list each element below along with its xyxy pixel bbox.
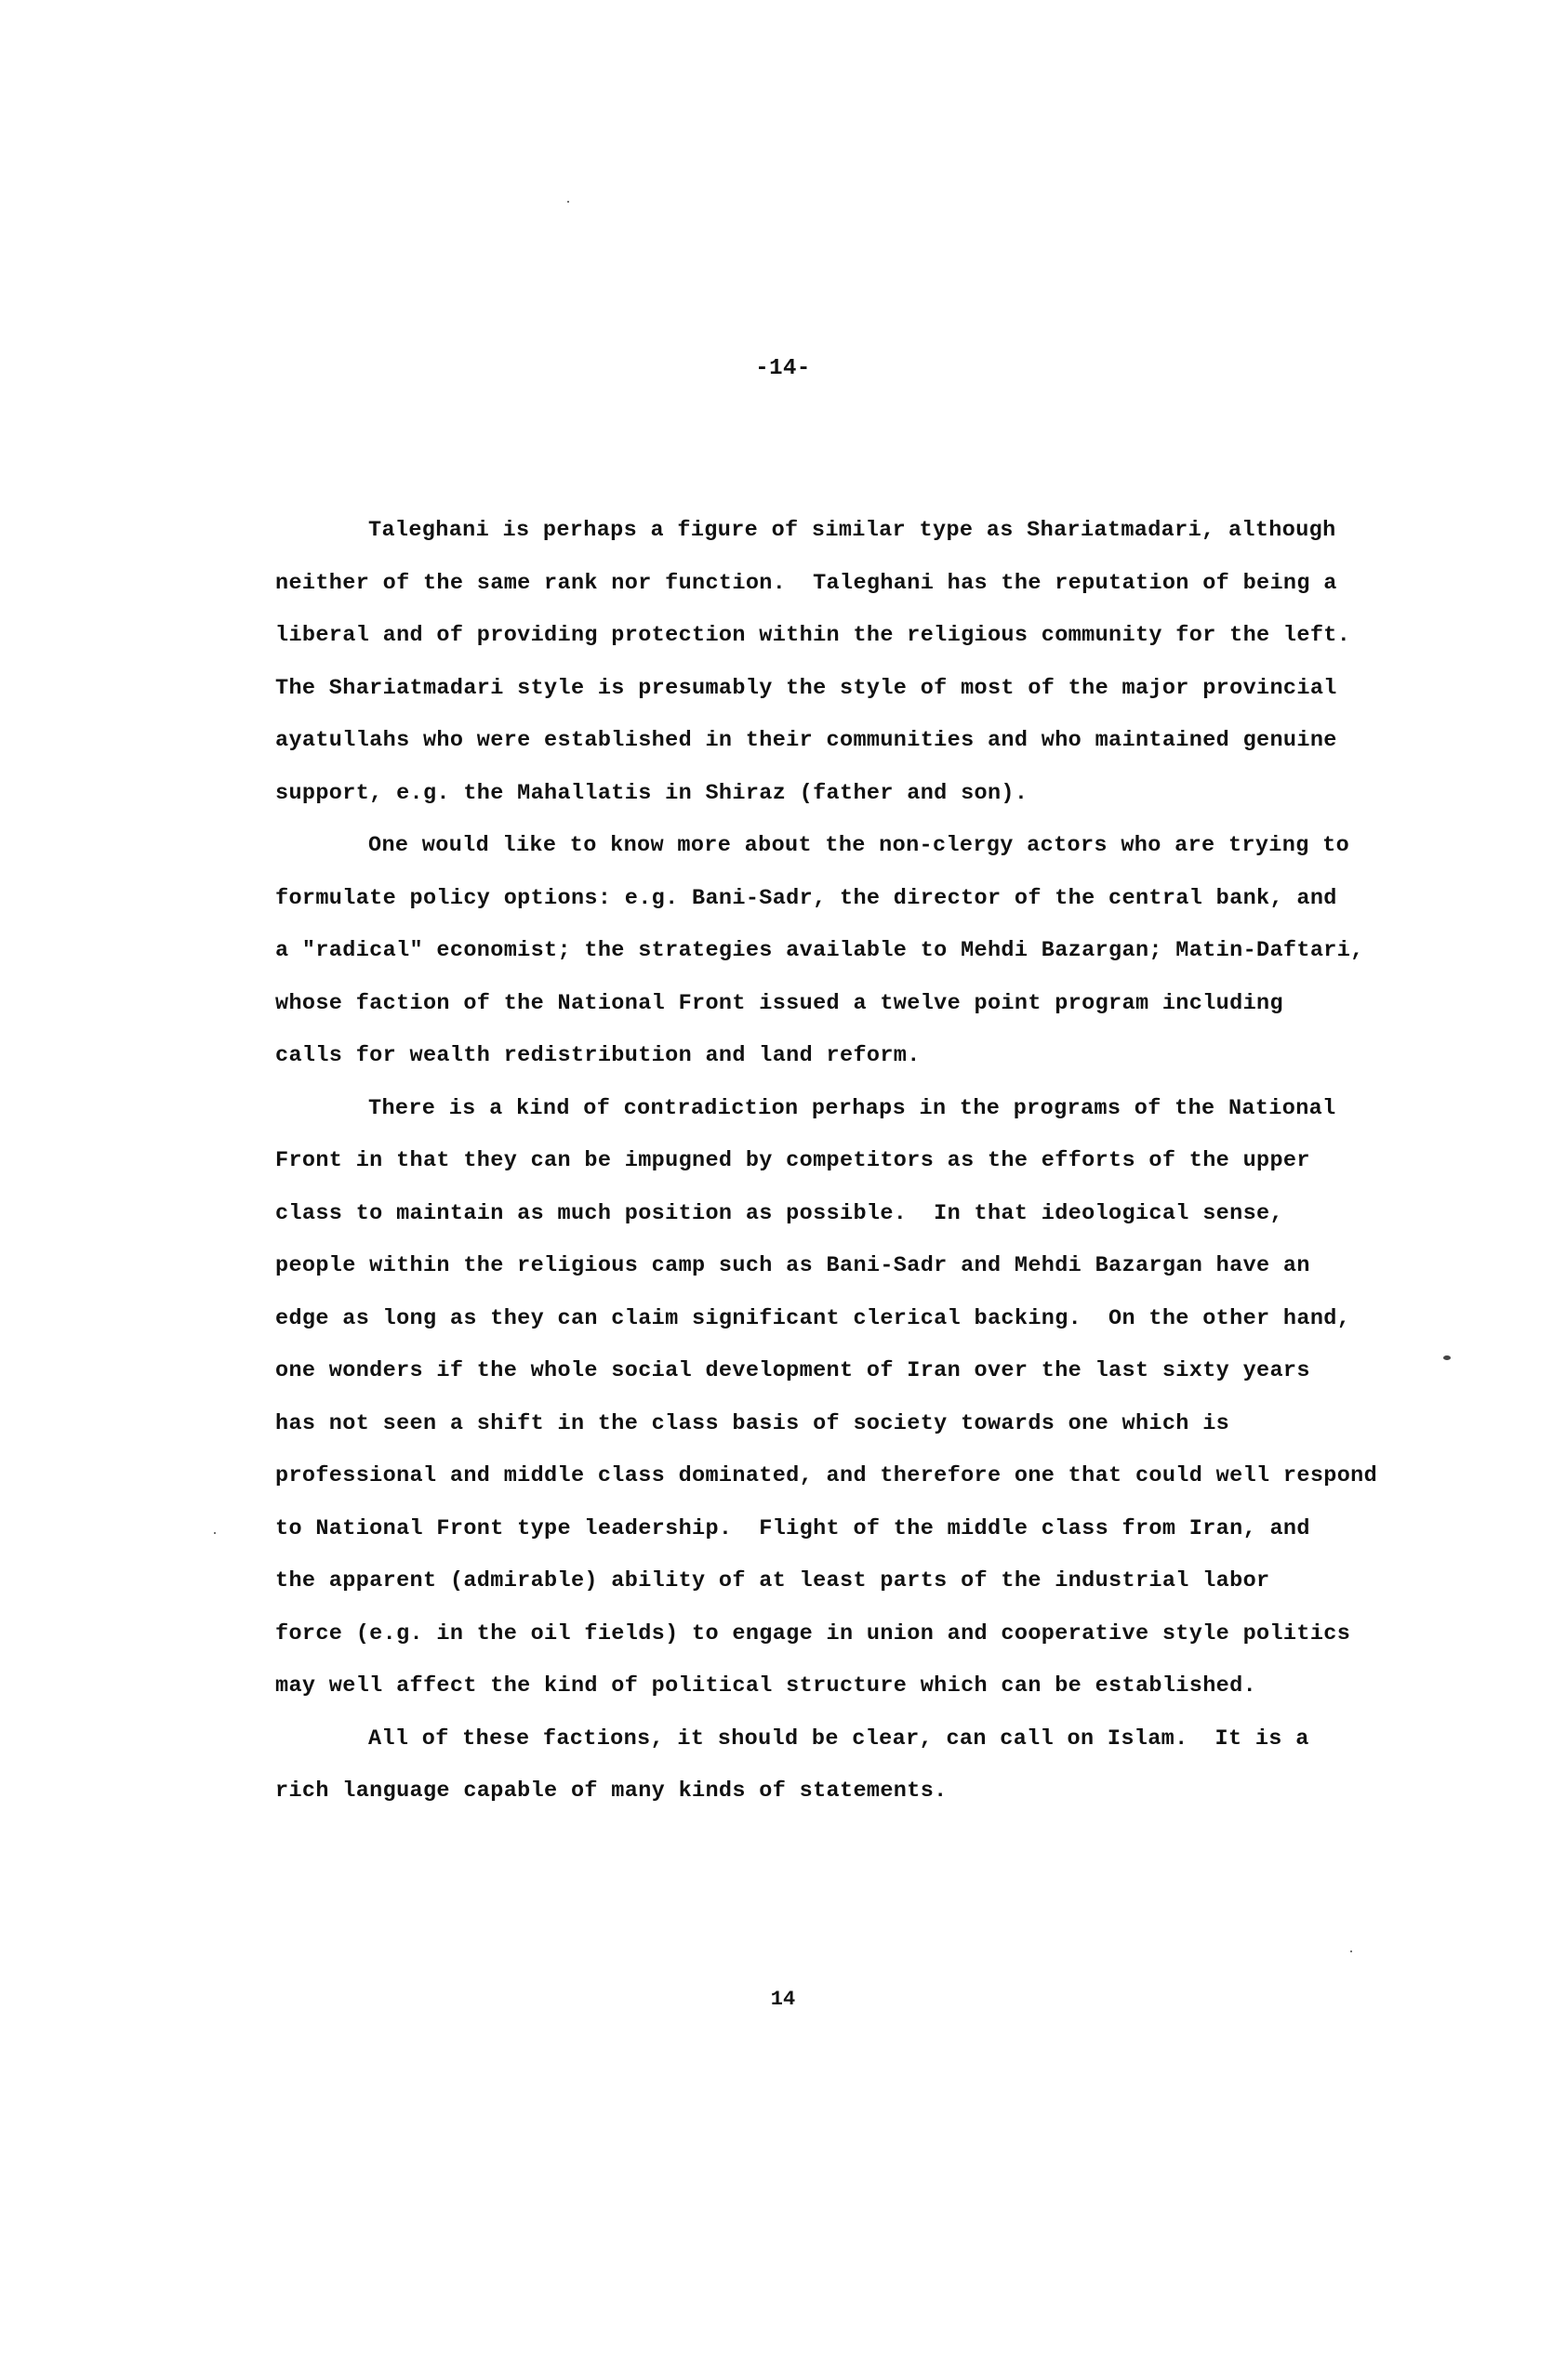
text-line: one wonders if the whole social development of Iran over the last sixty years — [275, 1358, 1310, 1383]
text-line: Front in that they can be impugned by competitors as the efforts of the upper — [275, 1148, 1310, 1173]
page-header-number: -14- — [755, 356, 811, 381]
text-line: One would like to know more about the non-clergy actors who are trying to — [368, 833, 1350, 858]
text-line: people within the religious camp such as Bani-Sadr and Mehdi Bazargan have an — [275, 1253, 1310, 1278]
text-line: has not seen a shift in the class basis of society towards one which is — [275, 1410, 1230, 1436]
scan-speck — [1443, 1355, 1451, 1360]
text-line: Taleghani is perhaps a figure of similar type as Shariatmadari, although — [368, 518, 1336, 543]
text-line: professional and middle class dominated, and therefore one that could well respond — [275, 1463, 1378, 1488]
text-line: the apparent (admirable) ability of at least parts of the industrial labor — [275, 1568, 1270, 1593]
text-line: edge as long as they can claim significant clerical backing. On the other hand, — [275, 1305, 1351, 1331]
text-line: calls for wealth redistribution and land reform. — [275, 1043, 921, 1068]
text-line: liberal and of providing protection within the religious community for the left. — [275, 623, 1351, 648]
scan-speck — [214, 1532, 216, 1534]
text-line: The Shariatmadari style is presumably the style of most of the major provincial — [275, 675, 1337, 701]
text-line: force (e.g. in the oil fields) to engage in union and cooperative style politics — [275, 1620, 1351, 1646]
text-line: whose faction of the National Front issued a twelve point program including — [275, 990, 1283, 1016]
text-line: There is a kind of contradiction perhaps in the programs of the National — [368, 1095, 1336, 1121]
text-line: a "radical" economist; the strategies available to Mehdi Bazargan; Matin-Daftari, — [275, 938, 1364, 963]
text-line: All of these factions, it should be clear, can call on Islam. It is a — [368, 1726, 1309, 1752]
text-line: may well affect the kind of political structure which can be established. — [275, 1673, 1257, 1699]
text-line: ayatullahs who were established in their communities and who maintained genuine — [275, 728, 1337, 753]
text-line: support, e.g. the Mahallatis in Shiraz (father and son). — [275, 780, 1029, 806]
text-line: neither of the same rank nor function. Taleghani has the reputation of being a — [275, 570, 1337, 596]
scan-speck — [567, 201, 569, 203]
text-line: class to maintain as much position as possible. In that ideological sense, — [275, 1200, 1283, 1226]
scan-speck — [1350, 1950, 1352, 1952]
text-line: rich language capable of many kinds of statements. — [275, 1778, 948, 1804]
text-line: formulate policy options: e.g. Bani-Sadr, the director of the central bank, and — [275, 885, 1337, 911]
page-footer-number: 14 — [770, 1988, 796, 2011]
body-text — [275, 505, 1378, 1818]
text-line: to National Front type leadership. Flight of the middle class from Iran, and — [275, 1515, 1310, 1541]
